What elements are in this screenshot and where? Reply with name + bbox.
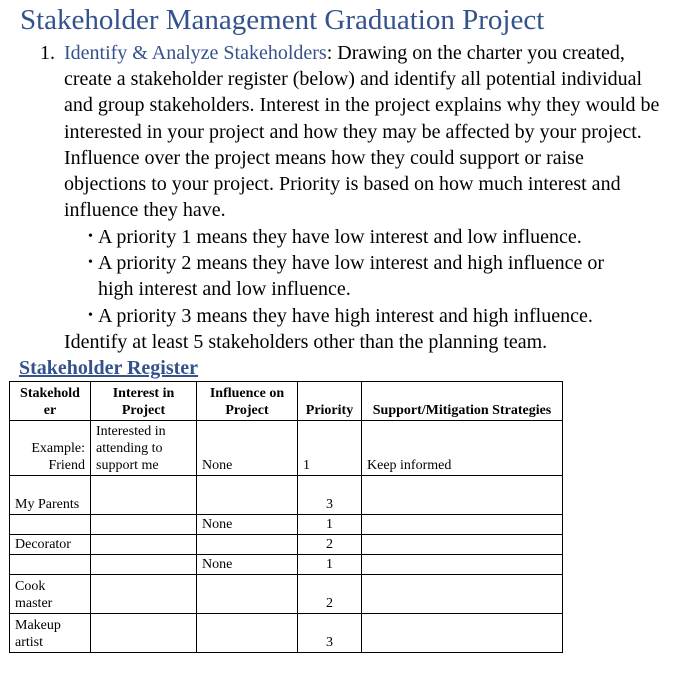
column-header: Stakehold er [10,382,91,421]
interest-cell [91,614,197,653]
instruction-lead: Identify & Analyze Stakeholders [64,42,327,64]
table-row [10,555,563,575]
strategy-cell: Keep informed [362,421,563,476]
stakeholder-cell: My Parents [10,476,91,515]
stakeholder-register-table [9,381,563,653]
interest-cell: Interested in attending to support me [91,421,197,476]
stakeholder-cell: Decorator [10,535,91,555]
stakeholder-cell: Example: Friend [10,421,91,476]
closing-instruction: Identify at least 5 stakeholders other than the planning team. [64,331,548,353]
stakeholder-cell [10,555,91,575]
instruction-paragraph [40,40,664,223]
column-header: Priority [298,382,362,421]
priority-bullet: • A priority 1 means they have low interest and low influence. [88,224,673,250]
strategy-cell [362,515,563,535]
priority-cell: 2 [298,575,362,614]
priority-cell: 1 [298,515,362,535]
influence-cell [197,614,298,653]
instruction-body: : Drawing on the charter you created, create a stakeholder register (below) and identify all potential individual and group stakeholders. Interest in the project explains why they would be interested in your project and how they may be affected by your project. Influence over the project means how they could support or raise objections to your project. Priority is based on how much interest and influence they have. [64,42,660,222]
table-row [10,575,563,614]
column-header: Support/Mitigation Strategies [362,382,563,421]
strategy-cell [362,575,563,614]
column-header: Interest in Project [91,382,197,421]
priority-cell: 2 [298,535,362,555]
stakeholder-cell [10,515,91,535]
influence-cell: None [197,515,298,535]
priority-cell: 3 [298,614,362,653]
strategy-cell [362,614,563,653]
influence-cell: None [197,421,298,476]
strategy-cell [362,476,563,515]
bullet-icon: • [88,307,93,323]
strategy-cell [362,535,563,555]
interest-cell [91,555,197,575]
priority-list [88,224,673,329]
interest-cell [91,575,197,614]
influence-cell [197,535,298,555]
priority-cell: 3 [298,476,362,515]
bullet-icon: • [88,229,93,244]
table-row [10,515,563,535]
table-header-row [10,382,563,421]
interest-cell [91,515,197,535]
priority-bullet: • A priority 3 means they have high interest and high influence. [88,303,673,329]
influence-cell [197,476,298,515]
table-row [10,421,563,476]
priority-bullet: • A priority 2 means they have low interest and high influence or high interest and low influence. [88,250,673,302]
item-number: 1. [40,42,55,64]
stakeholder-cell: Makeup artist [10,614,91,653]
bullet-icon: • [88,255,93,271]
page-title: Stakeholder Management Graduation Project [20,4,545,36]
priority-cell: 1 [298,421,362,476]
table-row [10,476,563,515]
register-title: Stakeholder Register [19,357,199,379]
interest-cell [91,535,197,555]
table-row [10,614,563,653]
column-header: Influence on Project [197,382,298,421]
strategy-cell [362,555,563,575]
stakeholder-cell: Cook master [10,575,91,614]
influence-cell: None [197,555,298,575]
interest-cell [91,476,197,515]
table-row [10,535,563,555]
influence-cell [197,575,298,614]
priority-cell: 1 [298,555,362,575]
